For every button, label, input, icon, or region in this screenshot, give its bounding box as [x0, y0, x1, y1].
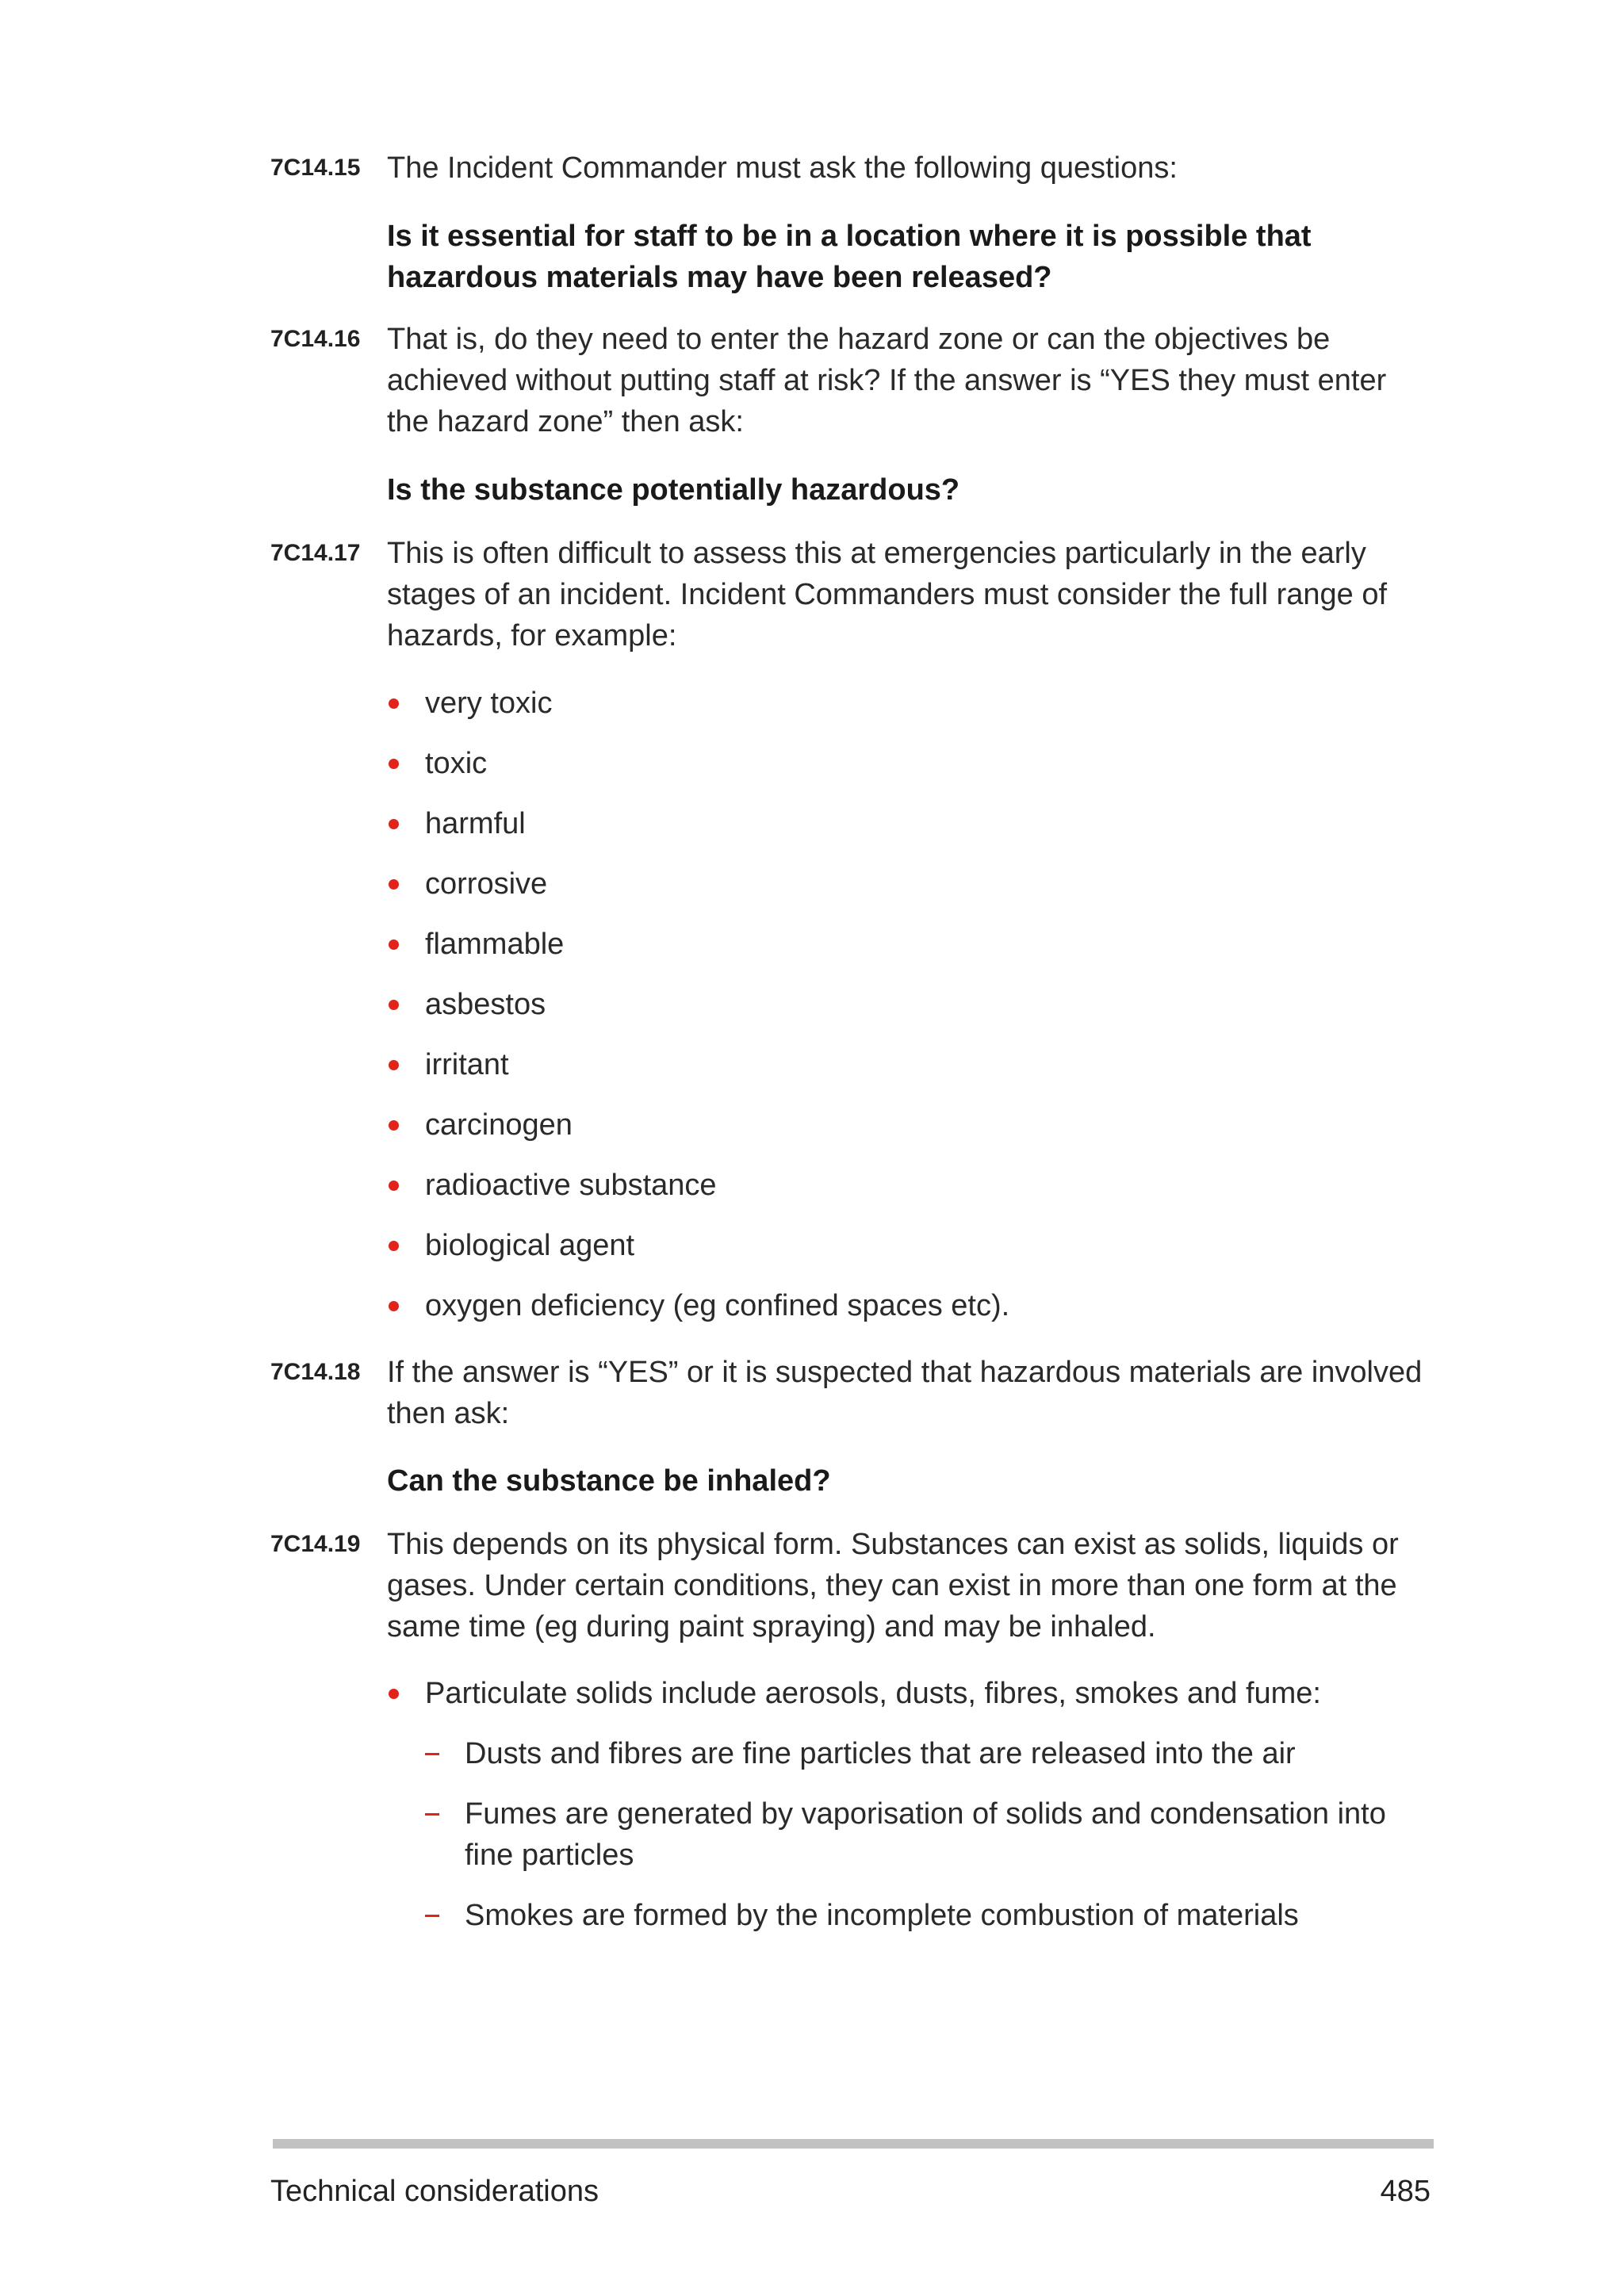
list-item: [387, 984, 1435, 1025]
list-item-text: toxic: [425, 747, 488, 780]
list-item: [387, 1285, 1435, 1326]
question-heading: Can the substance be inhaled?: [387, 1464, 831, 1498]
footer-divider: [273, 2139, 1434, 2149]
list-item-text: irritant: [425, 1048, 509, 1081]
list-item: [387, 1673, 1435, 1714]
paragraph-text: This is often difficult to assess this at emergencies particularly in the early stages of an incident. Incident Commanders must consider the full range of hazards, for example:: [387, 537, 1388, 652]
bullet-icon: [389, 698, 399, 709]
paragraph-text: That is, do they need to enter the hazard zone or can the objectives be achieved without putting staff at risk? If the answer is “YES they must enter the hazard zone” then ask:: [387, 323, 1387, 438]
dash-icon: [425, 1753, 439, 1755]
list-item-text: radioactive substance: [425, 1169, 717, 1202]
bullet-icon: [389, 1060, 399, 1070]
dash-icon: [425, 1813, 439, 1816]
bullet-icon: [389, 879, 399, 890]
bullet-icon: [389, 819, 399, 829]
list-item: [387, 803, 1435, 844]
sub-list-item-text: Dusts and fibres are fine particles that are released into the air: [465, 1737, 1296, 1770]
bullet-icon: [389, 1301, 399, 1311]
list-item: [387, 924, 1435, 965]
sub-list-item-text: Smokes are formed by the incomplete combustion of materials: [465, 1899, 1299, 1932]
list-item: [387, 1165, 1435, 1206]
list-item-text: corrosive: [425, 867, 548, 901]
list-item-text: carcinogen: [425, 1108, 573, 1142]
bullet-icon: [389, 1000, 399, 1010]
question-heading: Is it essential for staff to be in a location where it is possible that hazardous materials may have been released?: [387, 220, 1312, 294]
page-number: 485: [1380, 2175, 1431, 2208]
footer-section-title: Technical considerations: [270, 2175, 599, 2208]
bullet-icon: [389, 1689, 399, 1699]
paragraph-text: If the answer is “YES” or it is suspected that hazardous materials are involved then ask:: [387, 1356, 1423, 1430]
list-item: [387, 863, 1435, 905]
list-item: [387, 1104, 1435, 1146]
paragraph-text: This depends on its physical form. Substances can exist as solids, liquids or gases. Under certain conditions, they can exist in more than one form at the same time (eg during paint spraying) and may be inhaled.: [387, 1528, 1399, 1644]
bullet-icon: [389, 1181, 399, 1191]
sub-list-item: [425, 1895, 1435, 1936]
list-item: [387, 1225, 1435, 1266]
list-item: [387, 683, 1435, 724]
bullet-icon: [389, 759, 399, 769]
paragraph-number: 7C14.16: [270, 326, 361, 352]
sub-list-item: [425, 1793, 1435, 1876]
sub-list-item-text: Fumes are generated by vaporisation of solids and condensation into fine particles: [465, 1797, 1386, 1872]
list-item-text: flammable: [425, 928, 565, 961]
list-item: [387, 1044, 1435, 1085]
list-item: [387, 743, 1435, 784]
list-item-text: harmful: [425, 807, 526, 840]
paragraph-number: 7C14.19: [270, 1531, 361, 1557]
list-item-text: Particulate solids include aerosols, dusts, fibres, smokes and fume:: [425, 1677, 1321, 1710]
bullet-icon: [389, 1120, 399, 1131]
list-item-text: very toxic: [425, 687, 553, 720]
list-item-text: biological agent: [425, 1229, 635, 1262]
list-item-text: oxygen deficiency (eg confined spaces etc).: [425, 1289, 1010, 1322]
paragraph-text: The Incident Commander must ask the following questions:: [387, 151, 1178, 185]
paragraph-number: 7C14.15: [270, 155, 361, 181]
list-item-text: asbestos: [425, 988, 546, 1021]
bullet-icon: [389, 1241, 399, 1251]
paragraph-number: 7C14.18: [270, 1359, 361, 1385]
question-heading: Is the substance potentially hazardous?: [387, 473, 960, 507]
bullet-icon: [389, 939, 399, 950]
dash-icon: [425, 1915, 439, 1917]
paragraph-number: 7C14.17: [270, 540, 361, 566]
sub-list-item: [425, 1733, 1435, 1774]
